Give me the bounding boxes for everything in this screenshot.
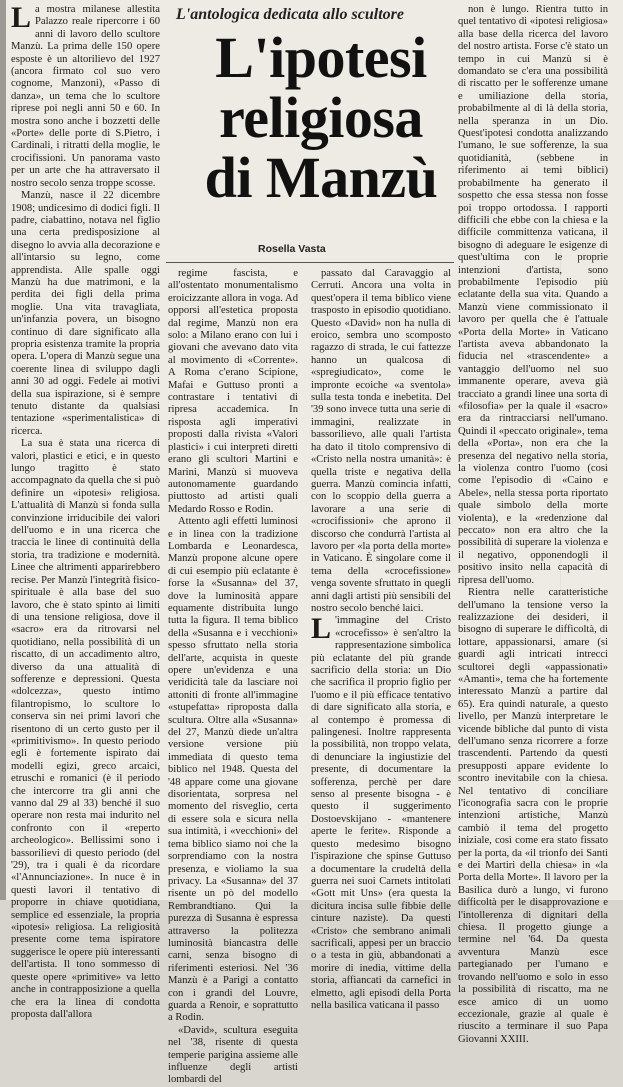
paragraph-text: regime fascista, e all'ostentato monumentalismo eroicizzante allora in voga. Ad opporsi all'estetica proposta dal regime, Manzù non era solo: a Milano erano con lui i giovani che avevano dato vita al movimento di «Corrente». A Roma c'erano Scipione, Mafai e Guttuso pronti a contrastare i tentativi di ripresa accademica. In risposta agli imperativi proposti dalla rivista «Valori plastici» i cui interpreti diretti erano gli scultori Martini e Marini, Manzù si muoveva autonomamente guardando piuttosto ad artisti quali Medardo Rosso e Rodin. [168,268,298,515]
paragraph [458,4,608,587]
paragraph-text: «David», scultura eseguita nel '38, risente di questa temperie parigina assieme alle influenze degli artisti lombardi del [168,1024,298,1086]
column-1 [11,1,160,1020]
paragraph [311,612,451,1012]
byline-rule [166,262,454,263]
headline-line-1: L'ipotesi [215,25,427,90]
paragraph [11,438,160,1021]
column-4 [458,4,608,1045]
paragraph [458,587,608,1046]
paragraph-text: a mostra milanese allestita Palazzo reale ripercorre i 60 anni di lavoro dello scultore Manzù. La prima delle 150 opere esposte è un altorilievo del 1927 (ancora firmato col suo vero cognome, Manzoni), «Passo di danza», un tema che lo scultore riprese poi negli anni 50 e 60. In mostra sono anche i bozzetti delle «Porte» delle porte di S.Pietro, i Cardinali, i ritratti della moglie, le crocifissioni. Un panorama vasto per un arte che ha attraversato il nostro secolo senza troppe scosse. [11,4,160,189]
paragraph [168,268,298,516]
column-2 [168,268,298,1086]
paragraph-text: La sua è stata una ricerca di valori, plastici e etici, e in questo lungo tragitto è stato accompagnato da quella che si può definire un «ipotesi» religiosa. L'attualità di Manzù si fonda sulla convinzione irriducibile dei valori dell'uomo e in una ricerca che traccia le linee di continuità della storia, tra tradizione e modernità. Linee che altrimenti apparirebbero recise. Per Manzù l'integrità fisico-spirituale è alla base del suo lavoro, che è stato spinto ai limiti di una tensione religiosa, dove il «sacro» era da ritrovarsi nel quotidiano, nella possibilità di un riscatto, di un accadimento altro, diverso da una attualità di sofferenze e depressioni. Questa «dolcezza», questo intimo filantropismo, lo scultore lo conserva sin nei primi lavori che risentono di un certo gusto per il «primitivismo». In questo periodo egli è fortemente ispirato dai modelli egizi, greco arcaici, etruschi e romanici (è il periodo che intercorre tra gli anni che vanno dal 29 al 33) benché il suo operare non resta mai indurito nel confronto con il «reperto archeologico». Bellissimi sono i bassorilievi di questo periodo (del '29), tra i quali è da ricordare «l'Annunciazione». In nuce è in questi lavori il tentativo di proporre in chiave quotidiana, semplice ed essenziale, la propria «ipotesi» religiosa. La religiosità presente come tema ispiratore suggerisce le opere più interessanti dell'artista. Il tono sommesso di queste opere «primitive» va letto anche in contrapposizione a quella che era la linea di condotta proposta dall'allora [11,438,160,1020]
drop-cap: L [311,612,332,646]
drop-cap: L [11,1,32,34]
headline [186,25,456,210]
paragraph-text: Manzù, nasce il 22 dicembre 1908; undicesimo di dodici figli. Il padre, ciabattino, notava nel figlio una certa predisposizione al disegno lo avvia alla decorazione e all'intarsio su legno, come apprendista. Alle spalle oggi Manzù ha due matrimoni, e la perdita dei figli della prima moglie. Una vita travagliata, un'infanzia povera, un bisogno continuo di dare significato alla propria esistenza tramite la propria opera. L'opera di Manzù segue una coerente linea di sviluppo dagli anni 30 ad oggi. Fedele ai motivi della sua ispirazione, si è sempre tenuto distante da qualsiasi tentazione «sperimentalistica» di ricerca. [11,190,160,437]
author-byline: Rosella Vasta [258,243,326,255]
paragraph-text: Attento agli effetti luminosi e in linea con la tradizione Lombarda e Leonardesca, Manzù propone alcune opere di cui esempio più eclatante è forse la «Susanna» del 37, dove la luminosità appare equamente distribuita lungo tutta la figura. Il tema biblico della «Susanna e i vecchioni» spesso sfruttato nella storia dell'arte, acquista in queste opere un'evidenza e una veridicità tale da lasciare noi attoniti di fronte all'immagine «stupefatta» riproposta dalla scultura. Oltre alla «Susanna» del 27, Manzù diede un'altra versione versione più immediata di questo tema biblico nel 1948. Questa del '48 appare come una giovane disorientata, sorpresa nel momento del risveglio, certa di essere sola e sicura nella sua intimità, i «vecchioni» del tema biblico siamo noi che la sorprendiamo con la nostra presenza, e violiamo la sua privacy. La «Susanna» del 37 risente un pò del modello Rembrandtiano. Qui la purezza di Susanna è espressa attraverso la politezza luminosità biancastra delle carni, senza bisogno di riferimenti esteriosi. Nel '36 Manzù è a Parigi a contatto con i grandi del Louvre, guarda a Renoir, e soprattutto a Rodin. [168,516,298,1024]
paragraph-text: non è lungo. Rientra tutto in quel tentativo di «ipotesi religiosa» alla base della ricerca del lavoro del nostro artista. Forse c'è stato un tempo in cui Manzù si è domandato se c'era una possibilità di riscatto per le sofferenze umane e umiliazione della storia, probabilmente al di là della storia, nella speranza in un Dio. Quest'ipotesi condotta analizzando l'umano, le sue sofferenze, la sua quotidianità, (sebbene in riferimento ai temi biblici) probabilmente ha generato il sospetto che essa stessa non fosse poi troppo ortodossa. I rapporti difficili che ebbe con la chiesa e la difficile committenza vaticana, il bisogno di adeguare le esigenze di quest'ultima con le proprie intenzioni d'artista, sono probabilmente l'episodio più eclatante della sua vita. Quando a Manzù viene commissionato il lavoro per quella che è l'attuale «Porta della Morte» in Vaticano l'artista aveva abbandonato la fiducia nel «trascendente» a vantaggio dell'uomo nel suo immanente operare, aveva già tracciato a grandi linee una sorta di «filosofia» per la quale il «sacro» era da rintracciarsi nell'umano. Quindi il «peccato originale», tema della «Porta», non era che la presenza del negativo nella storia, la violenza contro l'uomo (così come l'episodio di «Caino e Abele», nella stessa porta riportato quale simbolo della morte violenta), e la «redenzione dal peccato» non era altro che la possibilità di superare la violenza e il negativo, opponendogli il positivo insito nella capacità di ripresa dell'uomo. [458,4,608,586]
paragraph-text: 'immagine del Cristo «crocefisso» è sen'altro la rappresentazione simbolica più eclatante del più grande sacrificio della storia: un Dio che sacrifica il proprio figlio per l'uomo e il più efficace tentativo di dare significato alla storia, e al contempo è promessa di palingenesi. Inoltre rappresenta la possibilità, non troppo velata, di denunciare la ingiustizie del presente, di documentare la sofferenza, perchè per dare senso al presente bisogna - è questo il suggerimento Dostoevskijano - «mantenere aperte le ferite». Risponde a questo medesimo bisogno l'ispirazione che spinse Guttuso a documentare la crudeltà della guerra nei suoi Carnets intitolati «Gott mit Uns» (era questa la dicitura incisa sulle fibbie delle cinture naziste). Da questi «Cristo» che sembrano animali sacrificali, appesi per un braccio o a testa in giù, abbandonati a morire di inedia, vittime della storia, affiancati da carnefici in elmetto, agli episodi della Porta nella basilica vaticana il passo [311,615,451,1011]
headline-line-2: religiosa [219,85,423,150]
paragraph [11,1,160,190]
kicker: L'antologica dedicata allo scultore [176,6,404,23]
paragraph [11,190,160,438]
paragraph-text: Rientra nelle caratteristiche dell'umano la tensione verso la realizzazione dei desideri, il bisogno di superare le difficoltà, di lottare, appassionarsi, amare (si guardi agli intricati intrecci scultorei degli «appassionati» «Amanti», tema che ha fortemente interessato Manzù a partire dal 65). Era quindi naturale, a questo livello, per Manzù interpretare le vicende bibliche dal punto di vista dell'umano senza ricorrere a forze trascendenti. Partendo da questi presupposti appare evidente lo scontro inevitabile con la chiesa. Nel tentativo di conciliare l'iconografia sacra con le proprie intenzioni artistiche, Manzù cambiò il tema del progetto iniziale, così come era stato fissato per la porta, da «il trionfo dei Santi e dei Martiri della chiesa» in «la Porta della Morte». Il lavoro per la Basilica durò a lungo, vi furono difficoltà per le disapprovazione e l'intollerenza di dignitari della chiesa. Il progetto giunge a termine nel '64. Da questa avventura Manzù esce partegianado per l'umano e trovando nell'uomo e solo in esso la possibilità di riscatto, ma ne esce amico di un uomo eccezionale, grazie al quale è riuscito a terminare il suo Papa Giovanni XXIII. [458,587,608,1045]
page-edge [0,0,6,900]
paragraph [311,268,451,615]
paragraph-text: passato dal Caravaggio al Cerruti. Ancora una volta in quest'opera il tema biblico viene trasposto in episodio quotidiano. Questo «David» non ha nulla di eroico, sembra uno scomposto ragazzo di strada, le cui fattezze hanno un qualcosa di «spregiudicato», come le impronte ecoiche «a sventola» sulla testa tonda e inebetita. Del '39 sono invece tutta una serie di immagini, realizzate in bassorilievo, alle quali l'artista ha dato il titolo comprensivo di «Cristo nella nostra umanità»: è quella triste e negativa della guerra. Manzù comincia infatti, con lo scoppio della guerra a lavorare a una serie di «crocifissioni» che aprono il discorso che condurrà l'artista al lavoro per «la porta della morte» in Vaticano. È singolare come il tema della «crocefissione» venga sovente sfruttato in quegli anni dagli artisti più sensibili del nostro secolo benché laici. [311,268,451,614]
paragraph [168,1025,298,1087]
paragraph [168,516,298,1025]
headline-line-3: di Manzù [204,145,438,210]
column-3 [311,268,451,1011]
